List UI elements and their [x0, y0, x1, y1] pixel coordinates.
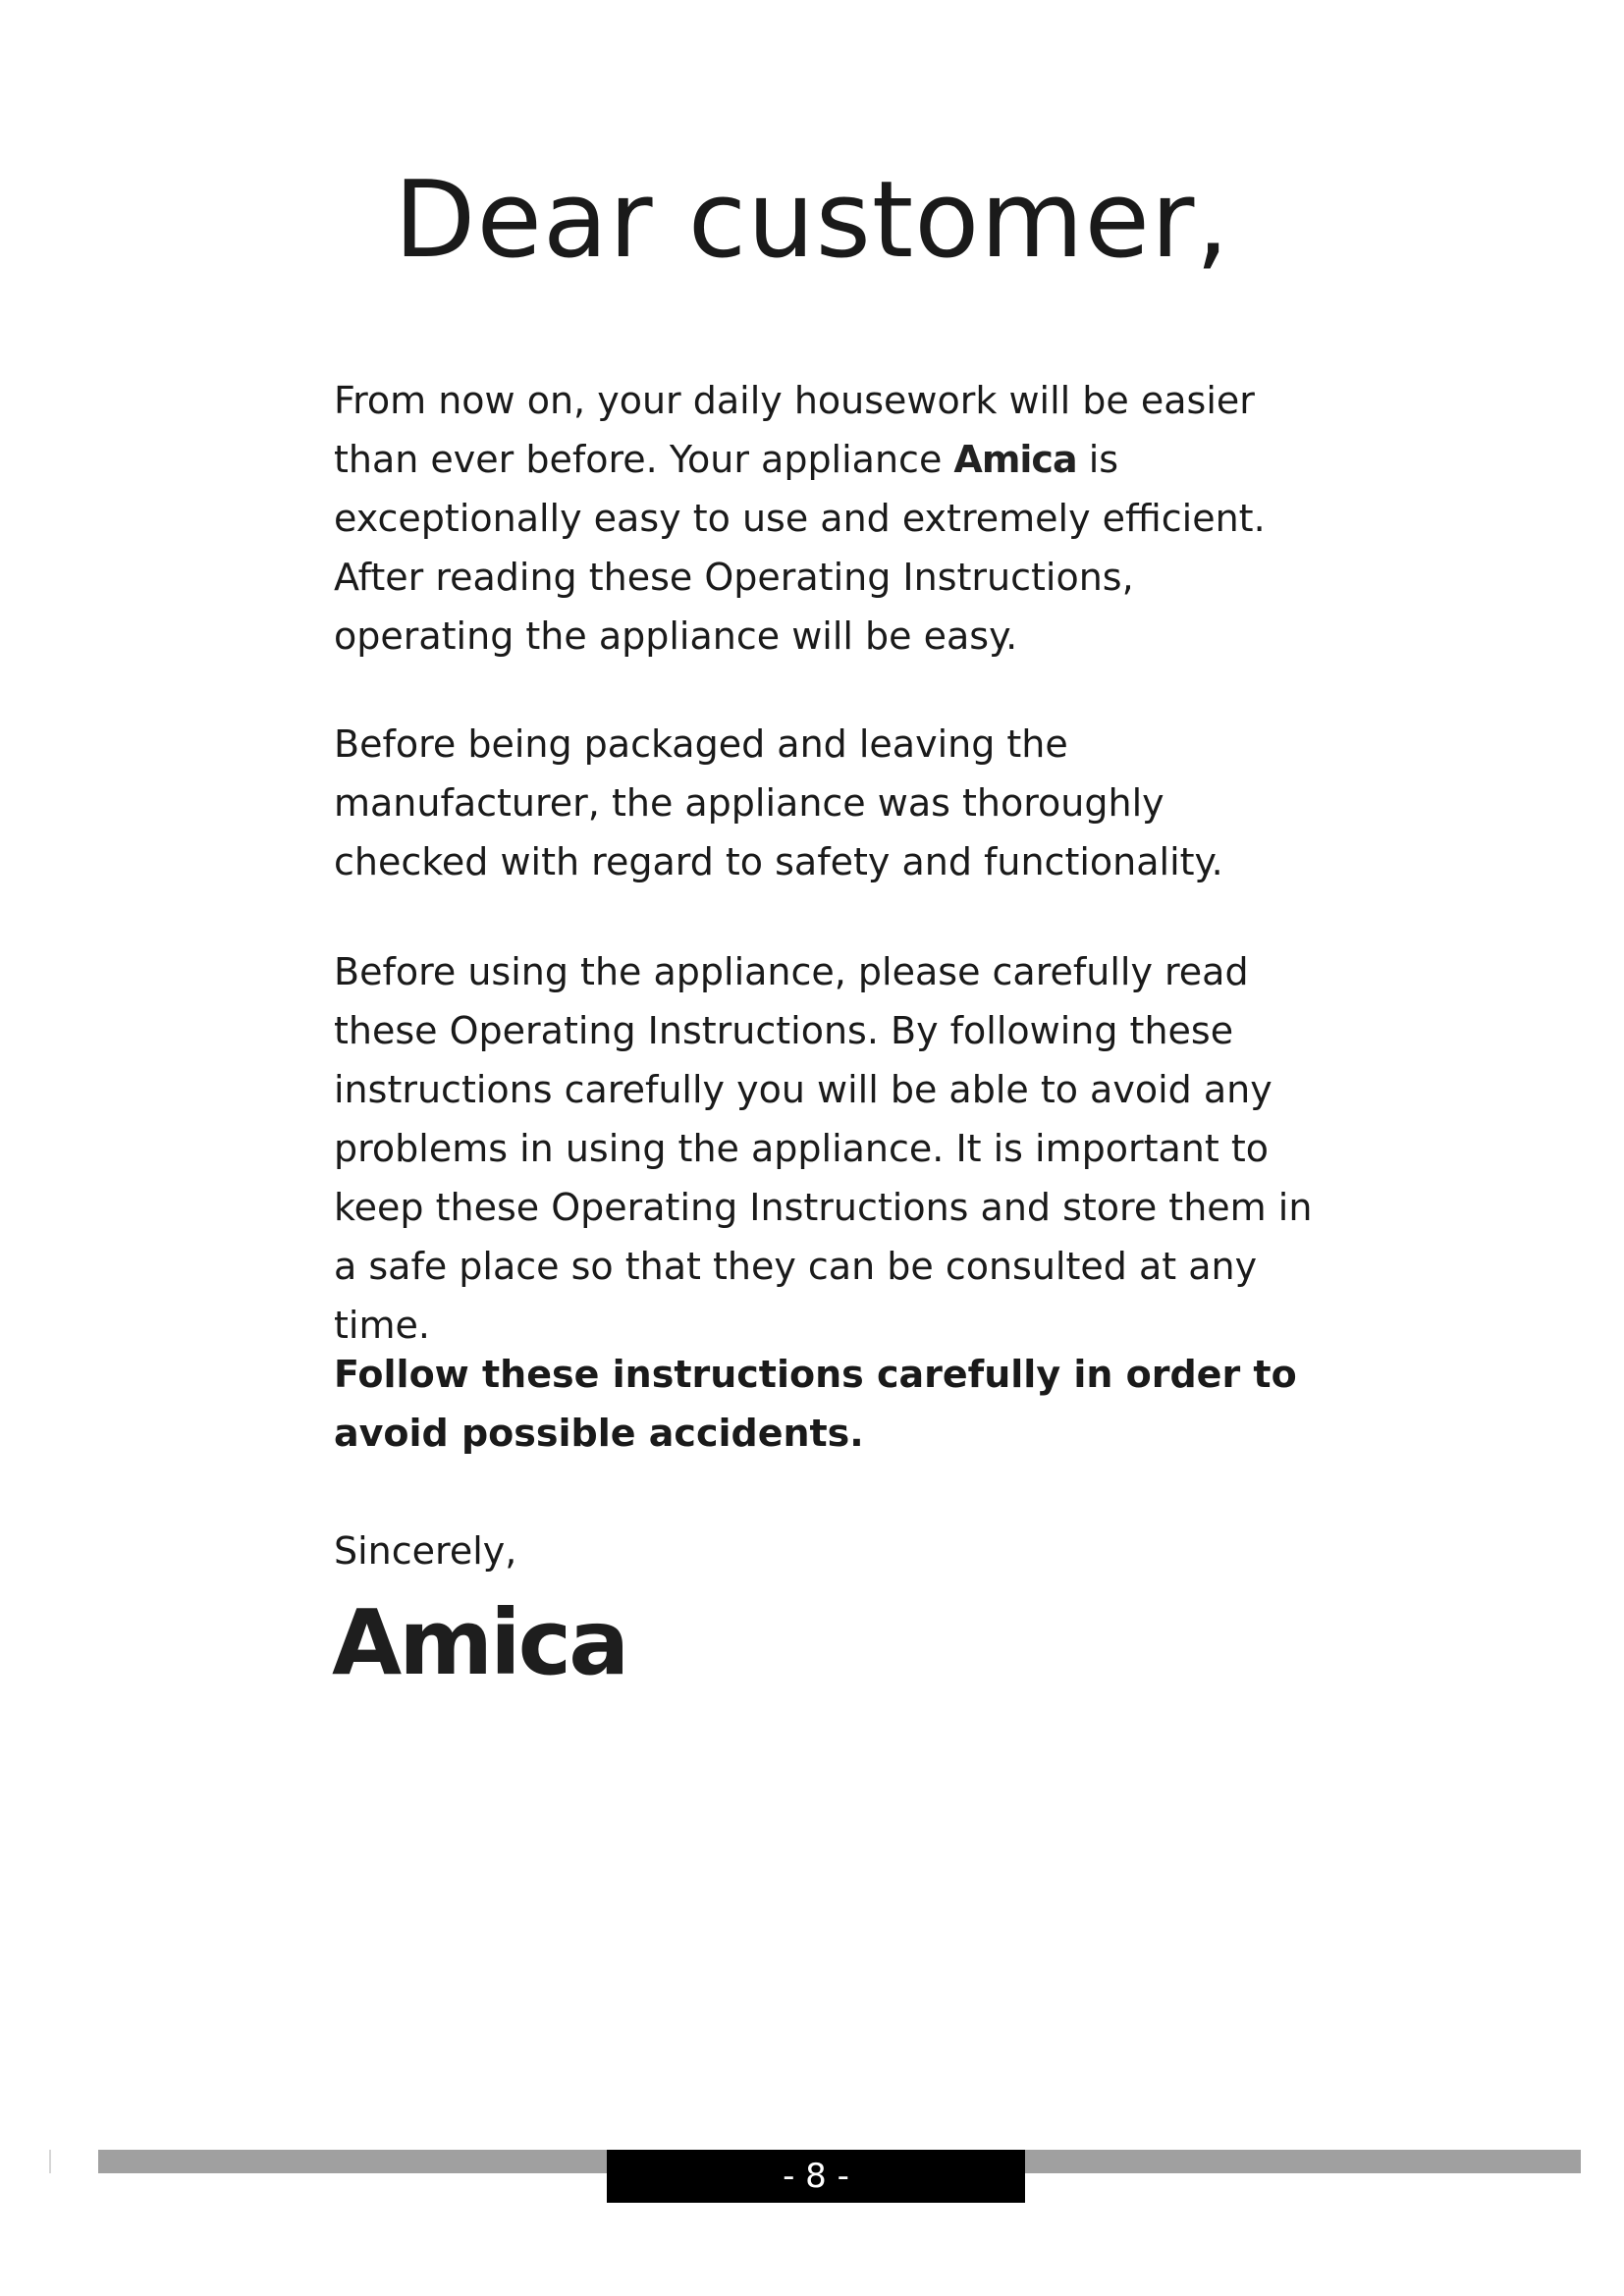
brand-logo: Amica: [332, 1590, 627, 1695]
inline-brand-logo: Amica: [953, 438, 1077, 481]
intro-text-start: From now on, your daily housework will be easier than ever before. Your appliance: [334, 379, 1255, 481]
warning-paragraph: Follow these instructions carefully in order to avoid possible accidents.: [334, 1353, 1297, 1455]
footer-tick-mark: [49, 2150, 51, 2173]
page-title: Dear customer,: [394, 159, 1230, 282]
instructions-paragraph: Before using the appliance, please carefully read these Operating Instructions. By following these instructions carefully you will be able to avoid any problems in using the appliance. It is important to keep these Operating Instructions and store them in a safe place so that they can be consulted at any time.: [334, 950, 1313, 1347]
intro-text-end: is exceptionally easy to use and extremely efficient. After reading these Operating Instructions, operating the appliance will be easy.: [334, 438, 1266, 658]
intro-paragraph: [334, 371, 1316, 666]
page-number: - 8 -: [607, 2150, 1025, 2203]
quality-paragraph: Before being packaged and leaving the manufacturer, the appliance was thoroughly checked with regard to safety and functionality.: [334, 722, 1223, 883]
closing-text: Sincerely,: [334, 1529, 517, 1573]
